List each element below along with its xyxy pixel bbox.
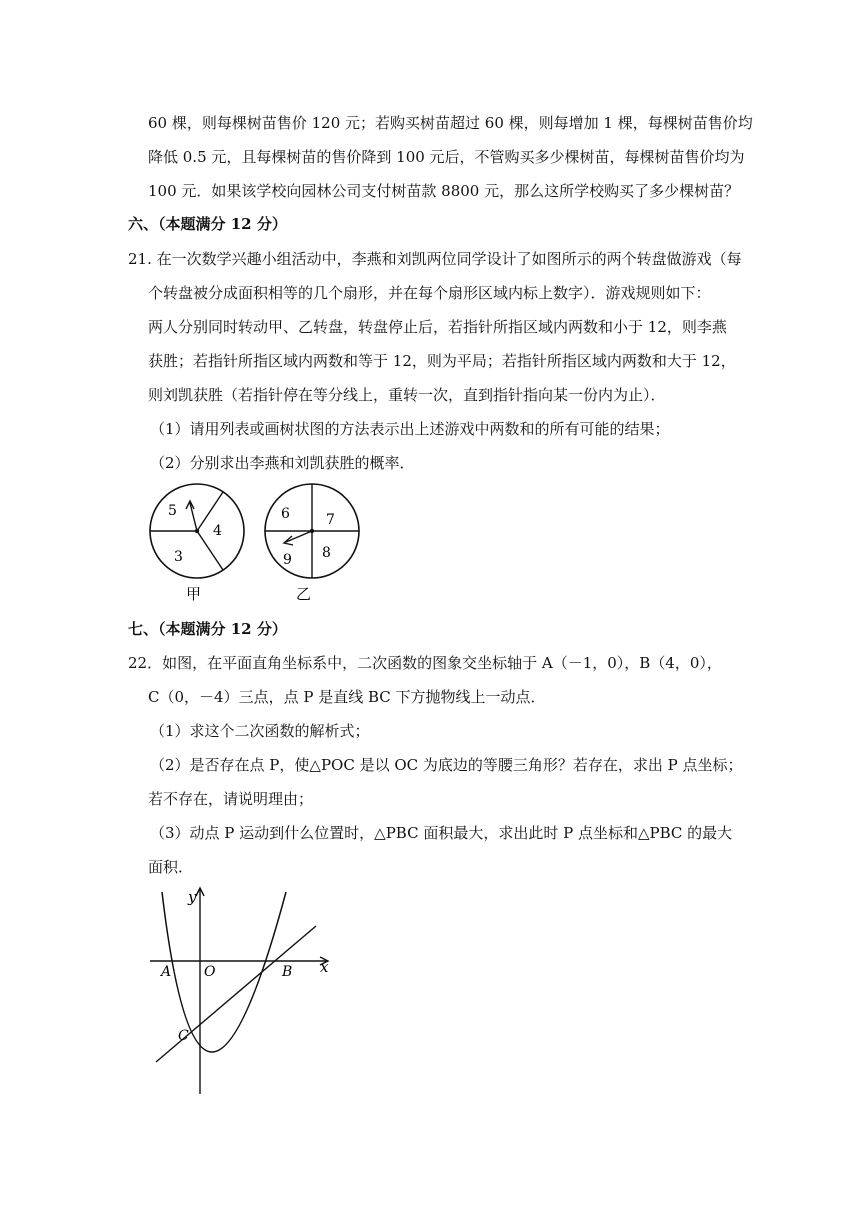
- problem21-line5: 则刘凯获胜（若指针停在等分线上，重转一次，直到指针指向某一份内为止）．: [148, 386, 666, 404]
- point-b-label: B: [282, 964, 293, 980]
- spinner-jia: [150, 484, 244, 603]
- problem21-line3: 两人分别同时转动甲、乙转盘，转盘停止后，若指针所指区域内两数和小于 12，则李燕: [148, 318, 727, 336]
- spinner-yi-value-7: 7: [326, 512, 335, 528]
- spinner-yi-value-8: 8: [322, 545, 331, 561]
- problem20-line3: 100 元．如果该学校向园林公司支付树苗款 8800 元，那么这所学校购买了多少棵树苗？: [148, 182, 740, 200]
- section6-title: 六、（本题满分 12 分）: [128, 215, 287, 233]
- problem21-line1: 21. 在一次数学兴趣小组活动中，李燕和刘凯两位同学设计了如图所示的两个转盘做游戏（每: [128, 250, 742, 268]
- problem21-q2: （2）分别求出李燕和刘凯获胜的概率．: [150, 454, 415, 472]
- problem21-line4: 获胜；若指针所指区域内两数和等于 12，则为平局；若指针所指区域内两数和大于 12，: [148, 352, 736, 370]
- spinner-yi: [265, 484, 359, 603]
- origin-label: O: [204, 964, 216, 980]
- spinner-yi-label: 乙: [296, 585, 312, 603]
- problem20-line2: 降低 0.5 元，且每棵树苗的售价降到 100 元后，不管购买多少棵树苗，每棵树苗售价均为: [148, 148, 745, 166]
- spinner-jia-value-5: 5: [168, 503, 177, 519]
- problem21-q1: （1）请用列表或画树状图的方法表示出上述游戏中两数和的所有可能的结果；: [150, 420, 670, 438]
- problem22-q1: （1）求这个二次函数的解析式；: [150, 722, 370, 740]
- spinners-figure: [140, 482, 380, 607]
- y-axis-label: y: [188, 888, 197, 906]
- spinner-yi-pointer: [286, 531, 312, 542]
- spinner-yi-value-9: 9: [283, 552, 292, 568]
- spinner-jia-value-4: 4: [213, 523, 222, 539]
- point-c-label: C: [178, 1028, 189, 1044]
- problem22-q3a: （3）动点 P 运动到什么位置时，△PBC 面积最大，求出此时 P 点坐标和△PBC 的最大: [150, 824, 733, 842]
- spinner-jia-label: 甲: [186, 585, 202, 603]
- problem21-line2: 个转盘被分成面积相等的几个扇形，并在每个扇形区域内标上数字）．游戏规则如下：: [148, 284, 711, 302]
- problem22-q2b: 若不存在，请说明理由；: [148, 790, 314, 808]
- problem22-line1: 22．如图，在平面直角坐标系中，二次函数的图象交坐标轴于 A（－1，0），B（4，0），: [128, 654, 722, 672]
- point-a-label: A: [161, 964, 172, 980]
- problem22-line2: C（0，－4）三点，点 P 是直线 BC 下方抛物线上一动点．: [148, 688, 546, 706]
- problem22-q2a: （2）是否存在点 P，使△POC 是以 OC 为底边的等腰三角形？若存在，求出 P 点坐标；: [150, 756, 743, 774]
- spinner-yi-value-6: 6: [281, 506, 290, 522]
- parabola-graph: [150, 882, 340, 1102]
- section7-title: 七、（本题满分 12 分）: [128, 620, 287, 638]
- x-axis-label: x: [320, 958, 329, 976]
- problem20-line1: 60 棵，则每棵树苗售价 120 元；若购买树苗超过 60 棵，则每增加 1 棵，每棵树苗售价均: [148, 114, 753, 132]
- spinner-jia-value-3: 3: [174, 549, 183, 565]
- problem22-q3b: 面积．: [148, 858, 194, 876]
